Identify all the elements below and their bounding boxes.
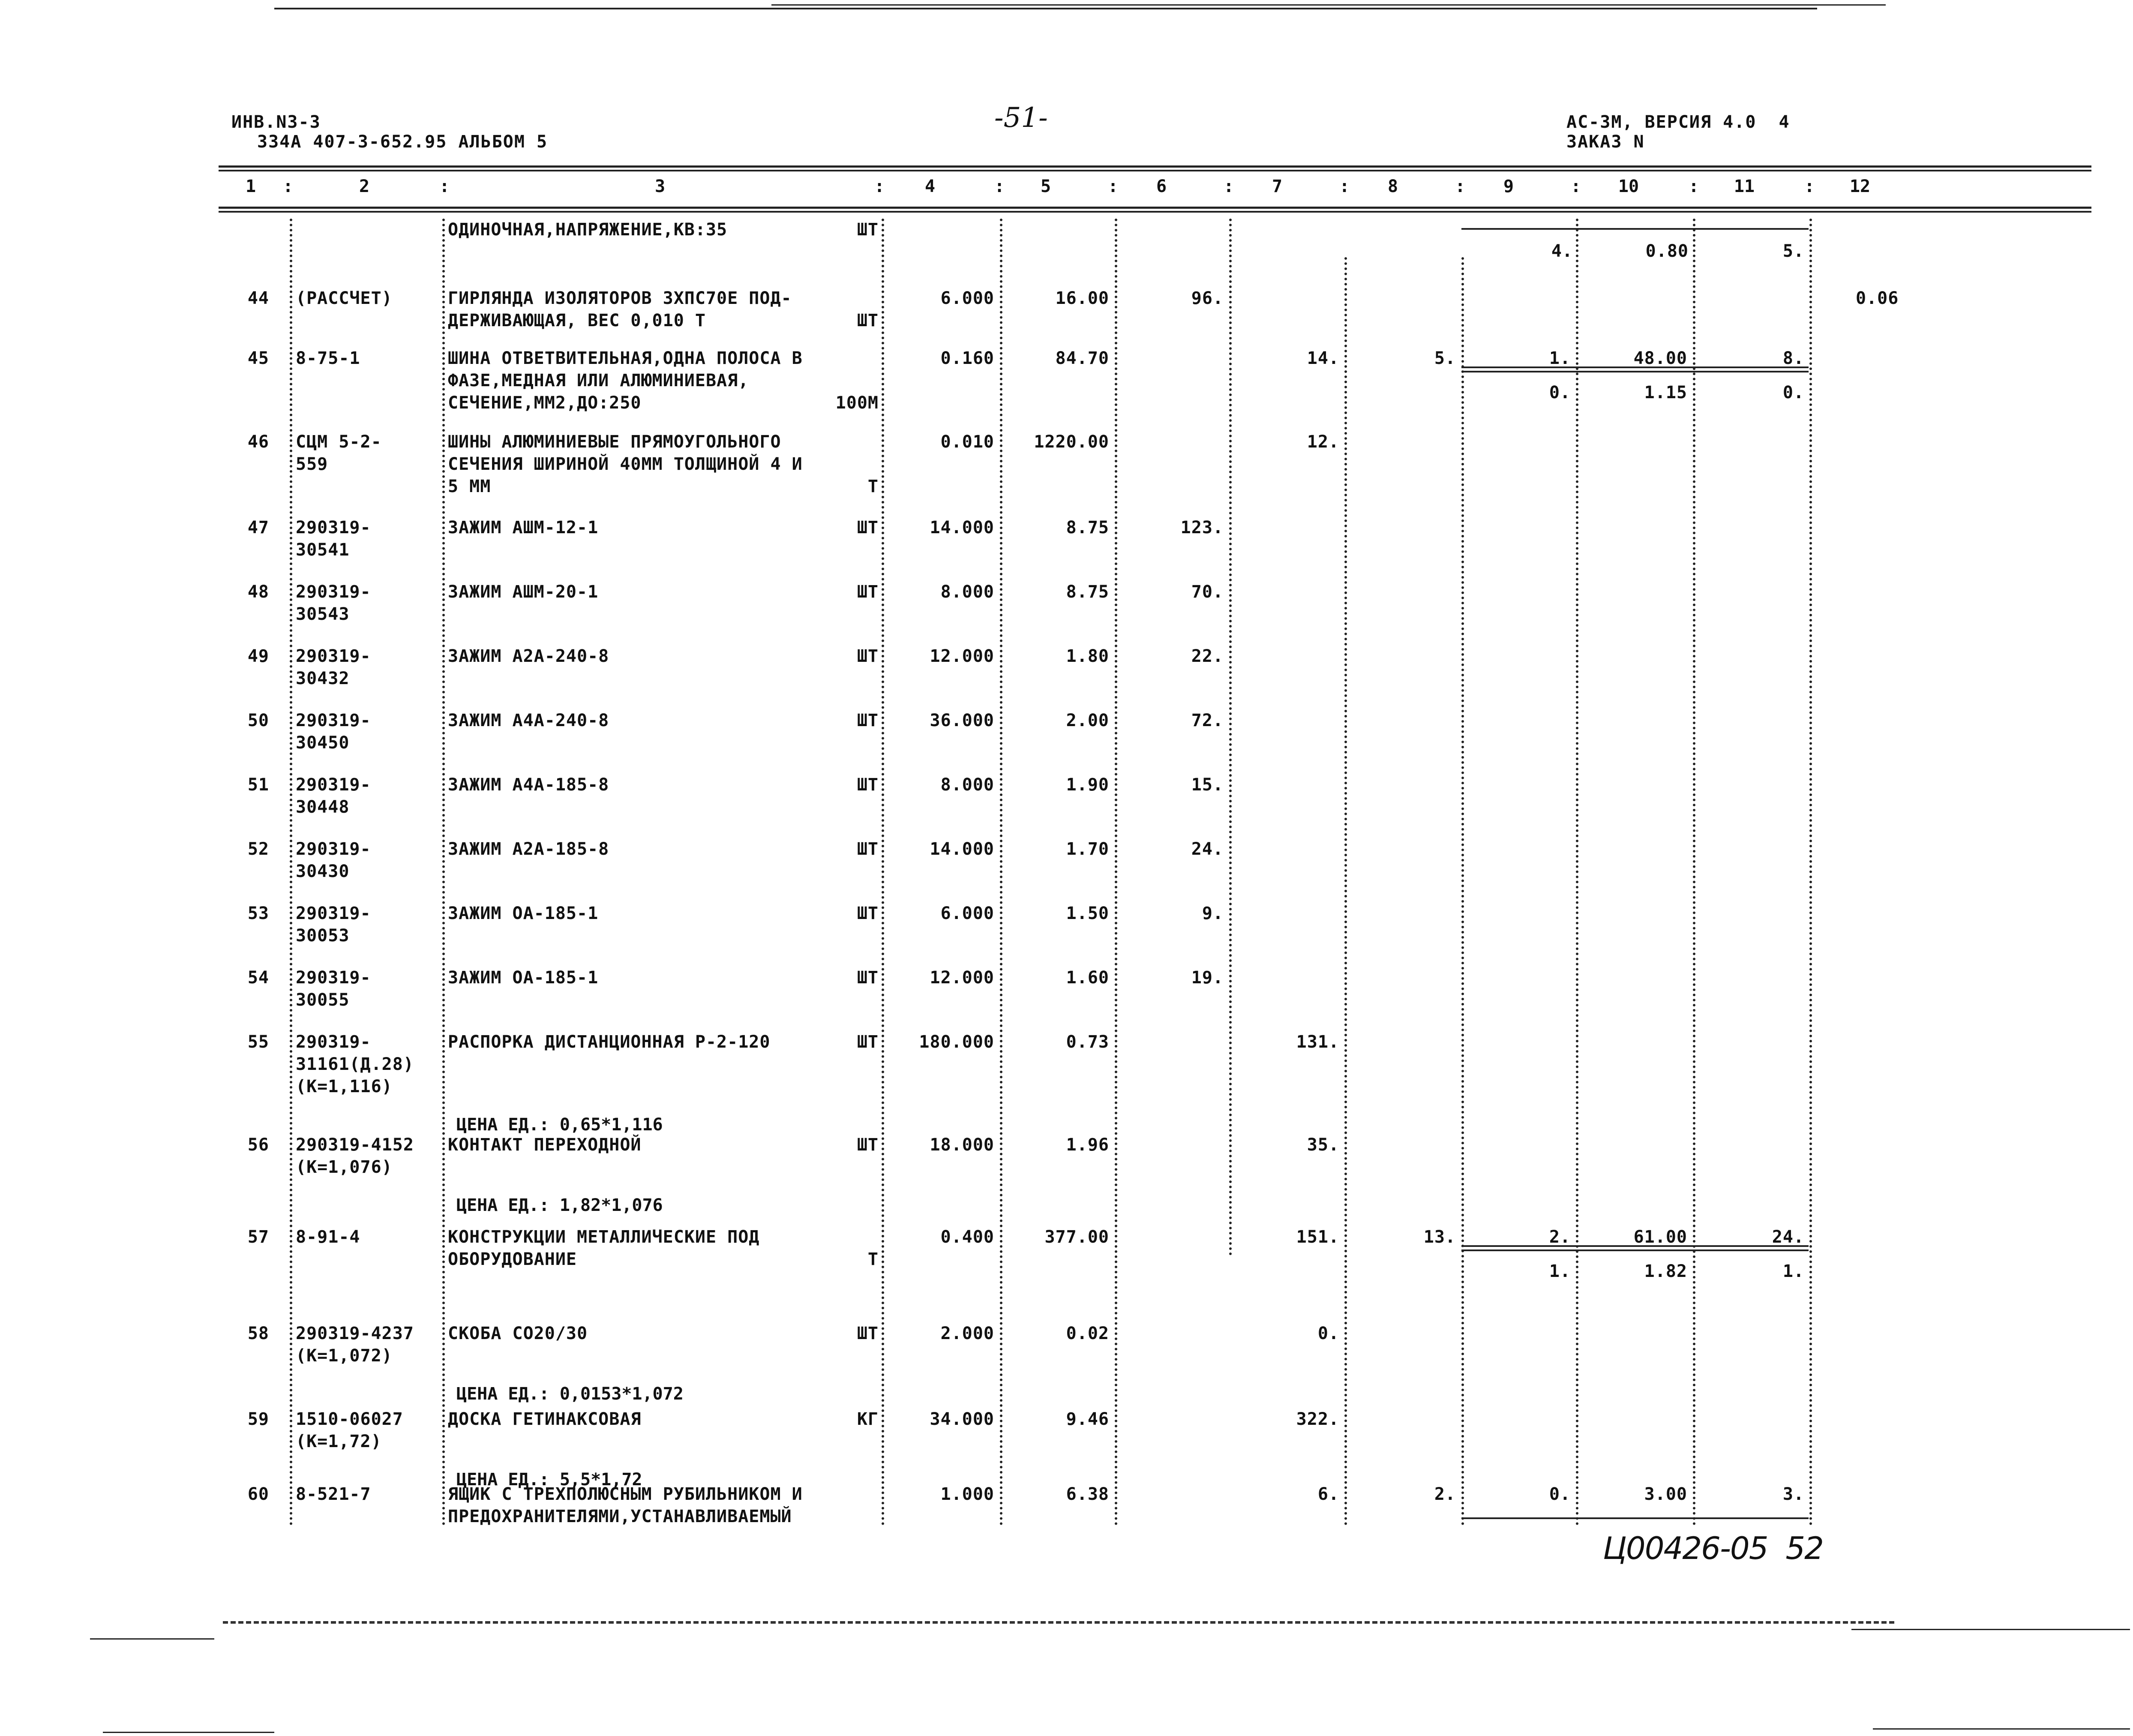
unit: ШТ xyxy=(857,646,879,666)
inventory-number: ИНВ.N3-3 xyxy=(231,112,321,132)
item-code: (К=1,076) xyxy=(296,1157,393,1177)
item-code: 290319- xyxy=(296,582,371,602)
value-c4: 0.160 xyxy=(940,348,994,368)
unit: ШТ xyxy=(857,1135,879,1155)
description: ФАЗЕ,МЕДНАЯ ИЛИ АЛЮМИНИЕВАЯ, xyxy=(448,371,749,390)
header-separator: : xyxy=(1571,177,1582,196)
item-code: (РАССЧЕТ) xyxy=(296,288,393,308)
column-number: 12 xyxy=(1849,177,1871,196)
item-code: 30450 xyxy=(296,733,350,753)
row-number: 54 xyxy=(247,968,269,988)
column-number: 8 xyxy=(1387,177,1398,196)
value-c8: 2. xyxy=(1434,1484,1456,1504)
value-col11: 5. xyxy=(1782,241,1804,261)
value-c6: 123. xyxy=(1180,518,1224,538)
value-c8: 5. xyxy=(1434,348,1456,368)
unit: ШТ xyxy=(857,220,879,240)
value-c7: 322. xyxy=(1296,1409,1339,1429)
bottom-dashed-rule xyxy=(223,1621,1894,1624)
description: ЗАЖИМ А2А-185-8 xyxy=(448,839,609,859)
header-separators: : xyxy=(283,177,294,196)
value-c7: 14. xyxy=(1307,348,1339,368)
column-number: 3 xyxy=(654,177,666,196)
unit: ШТ xyxy=(857,518,879,538)
value-c5: 1.60 xyxy=(1066,968,1109,988)
value-c5: 8.75 xyxy=(1066,582,1109,602)
value-c9: 1. xyxy=(1549,348,1571,368)
value-c5: 1.96 xyxy=(1066,1135,1109,1155)
value-c6: 24. xyxy=(1191,839,1224,859)
column-separator xyxy=(1344,257,1347,1526)
value-c5: 9.46 xyxy=(1066,1409,1109,1429)
description: ЗАЖИМ АШМ-20-1 xyxy=(448,582,599,602)
program-version: АС-3М, ВЕРСИЯ 4.0 4 xyxy=(1566,112,1790,132)
unit: КГ xyxy=(857,1409,879,1429)
row-number: 55 xyxy=(247,1032,269,1052)
value-c4: 14.000 xyxy=(930,839,994,859)
column-number: 2 xyxy=(359,177,370,196)
item-code: 290319- xyxy=(296,711,371,730)
price-note: ЦЕНА ЕД.: 0,0153*1,072 xyxy=(456,1384,684,1404)
handwritten-stamp: Ц00426-05 52 xyxy=(1603,1530,1823,1566)
column-number: 9 xyxy=(1503,177,1514,196)
description: ШИНЫ АЛЮМИНИЕВЫЕ ПРЯМОУГОЛЬНОГО xyxy=(448,432,781,452)
subtotal-rule xyxy=(1461,371,1809,372)
item-code: 8-91-4 xyxy=(296,1227,360,1247)
header-separator: : xyxy=(994,177,1006,196)
value-c7: 12. xyxy=(1307,432,1339,452)
unit: ШТ xyxy=(857,311,879,330)
column-separator xyxy=(1229,219,1232,1256)
value-c5: 8.75 xyxy=(1066,518,1109,538)
row-number: 51 xyxy=(247,775,269,795)
value-c6: 15. xyxy=(1191,775,1224,795)
item-code: 31161(Д.28) xyxy=(296,1054,414,1074)
subtotal-rule xyxy=(1461,1249,1809,1251)
unit: ШТ xyxy=(857,582,879,602)
description: КОНСТРУКЦИИ МЕТАЛЛИЧЕСКИЕ ПОД xyxy=(448,1227,760,1247)
unit: 100М xyxy=(835,393,879,413)
row-number: 49 xyxy=(247,646,269,666)
item-code: 290319- xyxy=(296,1032,371,1052)
description: СКОБА СО20/30 xyxy=(448,1324,588,1343)
value-c5: 1220.00 xyxy=(1034,432,1109,452)
value-c4: 34.000 xyxy=(930,1409,994,1429)
column-number: 6 xyxy=(1156,177,1167,196)
value-c4: 12.000 xyxy=(930,646,994,666)
value-col9: 4. xyxy=(1551,241,1573,261)
value-c10: 3.00 xyxy=(1644,1484,1687,1504)
value-c10: 48.00 xyxy=(1633,348,1687,368)
value-c6: 96. xyxy=(1191,288,1224,308)
item-code: 30430 xyxy=(296,862,350,881)
value-c7: 0. xyxy=(1317,1324,1339,1343)
item-code: 8-521-7 xyxy=(296,1484,371,1504)
column-separator xyxy=(442,219,445,1526)
header-separator: : xyxy=(1455,177,1467,196)
item-code: 30543 xyxy=(296,604,350,624)
top-border-line xyxy=(274,8,1817,9)
value-c5: 1.50 xyxy=(1066,904,1109,923)
header-separator: : xyxy=(1224,177,1235,196)
subtotal-rule xyxy=(1461,366,1809,368)
description: ОБОРУДОВАНИЕ xyxy=(448,1249,577,1269)
value-c11b: 1. xyxy=(1782,1261,1804,1281)
value-c9: 0. xyxy=(1549,1484,1571,1504)
price-note: ЦЕНА ЕД.: 1,82*1,076 xyxy=(456,1195,663,1215)
value-c5: 84.70 xyxy=(1055,348,1109,368)
row-number: 60 xyxy=(247,1484,269,1504)
header-separator: : xyxy=(1804,177,1816,196)
value-c4: 14.000 xyxy=(930,518,994,538)
item-code: (К=1,072) xyxy=(296,1346,393,1366)
value-c5: 0.02 xyxy=(1066,1324,1109,1343)
row-number: 53 xyxy=(247,904,269,923)
row-number: 58 xyxy=(247,1324,269,1343)
value-c4: 8.000 xyxy=(940,582,994,602)
value-c5: 2.00 xyxy=(1066,711,1109,730)
value-c10: 61.00 xyxy=(1633,1227,1687,1247)
value-c5: 1.80 xyxy=(1066,646,1109,666)
unit: ШТ xyxy=(857,1324,879,1343)
value-c8: 13. xyxy=(1423,1227,1456,1247)
value-c4: 1.000 xyxy=(940,1484,994,1504)
value-c11: 3. xyxy=(1782,1484,1804,1504)
column-number: 11 xyxy=(1734,177,1755,196)
description: ОДИНОЧНАЯ,НАПРЯЖЕНИЕ,КВ:35 xyxy=(448,220,728,240)
description: ДЕРЖИВАЮЩАЯ, ВЕС 0,010 Т xyxy=(448,311,706,330)
item-code: (К=1,72) xyxy=(296,1432,382,1451)
description: ЗАЖИМ А2А-240-8 xyxy=(448,646,609,666)
value-c4: 180.000 xyxy=(919,1032,994,1052)
value-c7: 131. xyxy=(1296,1032,1339,1052)
item-code: 290319- xyxy=(296,904,371,923)
column-number: 5 xyxy=(1040,177,1051,196)
price-note: ЦЕНА ЕД.: 0,65*1,116 xyxy=(456,1115,663,1135)
item-code: 290319-4237 xyxy=(296,1324,414,1343)
value-c4: 6.000 xyxy=(940,904,994,923)
album-reference: 334А 407-3-652.95 АЛЬБОМ 5 xyxy=(257,132,548,152)
value-c12: 0.06 xyxy=(1856,288,1899,308)
value-c5: 0.73 xyxy=(1066,1032,1109,1052)
bottom-scan-line-2 xyxy=(1851,1629,2130,1630)
table-top-rule xyxy=(219,165,2091,168)
item-code: 1510-06027 xyxy=(296,1409,403,1429)
value-c11: 8. xyxy=(1782,348,1804,368)
unit: ШТ xyxy=(857,839,879,859)
item-code: 290319- xyxy=(296,518,371,538)
item-code: СЦМ 5-2- xyxy=(296,432,382,452)
unit: ШТ xyxy=(857,711,879,730)
subtotal-rule xyxy=(1461,1245,1809,1247)
top-border-line-2 xyxy=(771,4,1886,6)
value-c4: 0.400 xyxy=(940,1227,994,1247)
item-code: 290319- xyxy=(296,646,371,666)
row-number: 57 xyxy=(247,1227,269,1247)
unit: ШТ xyxy=(857,968,879,988)
bottom-scan-line xyxy=(90,1638,214,1640)
value-c5: 377.00 xyxy=(1044,1227,1109,1247)
unit: ШТ xyxy=(857,1032,879,1052)
header-separator: : xyxy=(1339,177,1351,196)
item-code: 30055 xyxy=(296,990,350,1010)
column-number: 10 xyxy=(1618,177,1639,196)
unit: Т xyxy=(867,477,879,496)
bottom-scan-line-4 xyxy=(1873,1728,2130,1730)
page-number: -51- xyxy=(994,102,1048,134)
value-c9b: 0. xyxy=(1549,383,1571,402)
item-code: (К=1,116) xyxy=(296,1077,393,1096)
column-number: 4 xyxy=(924,177,936,196)
item-code: 30541 xyxy=(296,540,350,560)
description: ПРЕДОХРАНИТЕЛЯМИ,УСТАНАВЛИВАЕМЫЙ xyxy=(448,1507,792,1526)
column-separator xyxy=(1115,219,1117,1526)
value-c9: 2. xyxy=(1549,1227,1571,1247)
description: ЗАЖИМ ОА-185-1 xyxy=(448,968,599,988)
column-number: 7 xyxy=(1272,177,1283,196)
value-c5: 6.38 xyxy=(1066,1484,1109,1504)
header-separator: : xyxy=(1689,177,1700,196)
description: ЯЩИК С ТРЕХПОЛЮСНЫМ РУБИЛЬНИКОМ И xyxy=(448,1484,803,1504)
value-c4: 6.000 xyxy=(940,288,994,308)
item-code: 290319- xyxy=(296,839,371,859)
table-header-bottom-rule xyxy=(219,207,2091,209)
column-number: 1 xyxy=(245,177,256,196)
value-c4: 36.000 xyxy=(930,711,994,730)
value-c6: 72. xyxy=(1191,711,1224,730)
description: СЕЧЕНИЯ ШИРИНОЙ 40ММ ТОЛЩИНОЙ 4 И xyxy=(448,454,803,474)
description: 5 ММ xyxy=(448,477,491,496)
unit: Т xyxy=(867,1249,879,1269)
row-number: 45 xyxy=(247,348,269,368)
description: ЗАЖИМ А4А-240-8 xyxy=(448,711,609,730)
header-separator: : xyxy=(874,177,886,196)
value-c10b: 1.15 xyxy=(1644,383,1687,402)
value-c4: 0.010 xyxy=(940,432,994,452)
description: ШИНА ОТВЕТВИТЕЛЬНАЯ,ОДНА ПОЛОСА В xyxy=(448,348,803,368)
column-separator xyxy=(1461,257,1464,1526)
value-c6: 22. xyxy=(1191,646,1224,666)
item-code: 30432 xyxy=(296,669,350,688)
order-number: ЗАКАЗ N xyxy=(1566,132,1645,152)
item-code: 290319-4152 xyxy=(296,1135,414,1155)
table-top-rule-2 xyxy=(219,170,2091,171)
column-separator xyxy=(1576,219,1578,1526)
value-c4: 2.000 xyxy=(940,1324,994,1343)
value-c7: 151. xyxy=(1296,1227,1339,1247)
item-code: 30053 xyxy=(296,926,350,946)
description: ЗАЖИМ АШМ-12-1 xyxy=(448,518,599,538)
value-c11: 24. xyxy=(1772,1227,1804,1247)
value-c7: 35. xyxy=(1307,1135,1339,1155)
unit: ШТ xyxy=(857,775,879,795)
unit: ШТ xyxy=(857,904,879,923)
column-separator xyxy=(1809,219,1812,1526)
description: ДОСКА ГЕТИНАКСОВАЯ xyxy=(448,1409,642,1429)
row-number: 59 xyxy=(247,1409,269,1429)
value-c4: 12.000 xyxy=(930,968,994,988)
value-c6: 70. xyxy=(1191,582,1224,602)
value-col10: 0.80 xyxy=(1645,241,1689,261)
value-c11b: 0. xyxy=(1782,383,1804,402)
row-number: 52 xyxy=(247,839,269,859)
price-note: ЦЕНА ЕД.: 5,5*1,72 xyxy=(456,1470,642,1490)
value-c7: 6. xyxy=(1317,1484,1339,1504)
column-separator xyxy=(290,219,292,1526)
item-code: 8-75-1 xyxy=(296,348,360,368)
description: ГИРЛЯНДА ИЗОЛЯТОРОВ 3ХПС70Е ПОД- xyxy=(448,288,792,308)
row-number: 48 xyxy=(247,582,269,602)
row-number: 50 xyxy=(247,711,269,730)
row-number: 47 xyxy=(247,518,269,538)
value-c9b: 1. xyxy=(1549,1261,1571,1281)
description: РАСПОРКА ДИСТАНЦИОННАЯ Р-2-120 xyxy=(448,1032,771,1052)
value-c10b: 1.82 xyxy=(1644,1261,1687,1281)
description: СЕЧЕНИЕ,ММ2,ДО:250 xyxy=(448,393,642,413)
row-number: 56 xyxy=(247,1135,269,1155)
description: КОНТАКТ ПЕРЕХОДНОЙ xyxy=(448,1135,642,1155)
row-number: 46 xyxy=(247,432,269,452)
value-c6: 19. xyxy=(1191,968,1224,988)
value-c4: 8.000 xyxy=(940,775,994,795)
subtotal-box-top xyxy=(1461,228,1809,230)
item-code: 290319- xyxy=(296,968,371,988)
value-c5: 1.70 xyxy=(1066,839,1109,859)
table-header-bottom-rule-2 xyxy=(219,211,2091,213)
item-code: 30448 xyxy=(296,797,350,817)
header-separator: : xyxy=(1108,177,1119,196)
bottom-scan-line-3 xyxy=(103,1732,274,1733)
value-c4: 18.000 xyxy=(930,1135,994,1155)
description: ЗАЖИМ А4А-185-8 xyxy=(448,775,609,795)
header-separator: : xyxy=(439,177,451,196)
description: ЗАЖИМ ОА-185-1 xyxy=(448,904,599,923)
item-code: 290319- xyxy=(296,775,371,795)
value-c6: 9. xyxy=(1202,904,1224,923)
subtotal-rule xyxy=(1461,1517,1809,1519)
item-code: 559 xyxy=(296,454,328,474)
value-c5: 16.00 xyxy=(1055,288,1109,308)
value-c5: 1.90 xyxy=(1066,775,1109,795)
row-number: 44 xyxy=(247,288,269,308)
column-separator xyxy=(1693,219,1695,1526)
